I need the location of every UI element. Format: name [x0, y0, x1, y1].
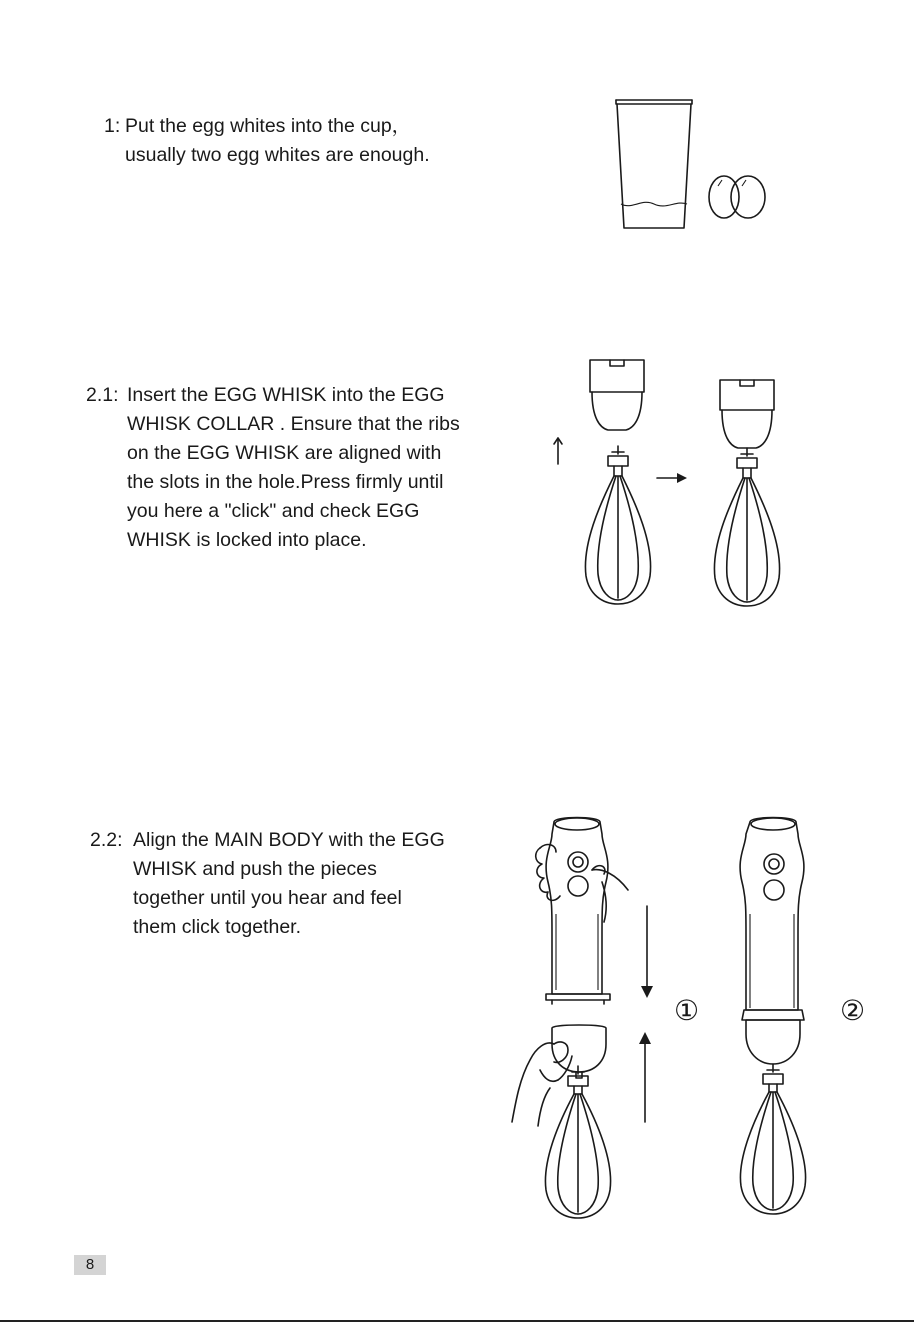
step-text-line: on the EGG WHISK are aligned with: [127, 442, 442, 464]
step-text-line: WHISK COLLAR . Ensure that the ribs: [127, 413, 460, 435]
step-text-line: Align the MAIN BODY with the EGG: [133, 829, 445, 851]
egg-whisk-icon: [580, 444, 656, 608]
step-2-1-instruction: [86, 381, 516, 561]
step-text-line: you here a "click" and check EGG: [127, 500, 420, 522]
cup-icon: [610, 96, 700, 236]
step-text: [133, 826, 445, 942]
step-text-line: WHISK and push the pieces: [133, 858, 377, 880]
step-2-2-instruction: [90, 826, 510, 946]
step-number: 1:: [104, 115, 121, 137]
egg-whisk-icon: [540, 1064, 616, 1222]
step-number: 2.2:: [90, 829, 123, 851]
step-text-line: the slots in the hole.Press firmly until: [127, 471, 444, 493]
step-text: [127, 381, 460, 555]
step-text-line: them click together.: [133, 916, 301, 938]
hand-icon: [532, 838, 636, 924]
svg-text:②: ②: [840, 994, 866, 1027]
whisk-collar-icon: [586, 358, 648, 458]
page-number: 8: [74, 1255, 106, 1275]
whisk-assembled-icon: [708, 378, 784, 610]
step-label-one: [670, 990, 710, 1030]
step-label-two: [836, 990, 876, 1030]
step-1-instruction: [104, 112, 524, 174]
step-text-line: Insert the EGG WHISK into the EGG: [127, 384, 445, 406]
arrow-up-icon: [550, 436, 566, 466]
step-text: [125, 112, 430, 170]
hand-blender-assembled-icon: [730, 814, 820, 1224]
arrow-up-icon: [636, 1030, 654, 1124]
step-number: 2.1:: [86, 384, 119, 406]
bottom-divider: [0, 1320, 914, 1322]
arrow-down-icon: [638, 904, 656, 1000]
arrow-right-icon: [655, 470, 689, 486]
svg-text:①: ①: [674, 994, 700, 1027]
step-text-line: WHISK is locked into place.: [127, 529, 367, 551]
step-text-line: Put the egg whites into the cup，: [125, 115, 412, 137]
step-text-line: usually two egg whites are enough.: [125, 144, 430, 166]
step-text-line: together until you hear and feel: [133, 887, 402, 909]
eggs-icon: [706, 172, 772, 222]
